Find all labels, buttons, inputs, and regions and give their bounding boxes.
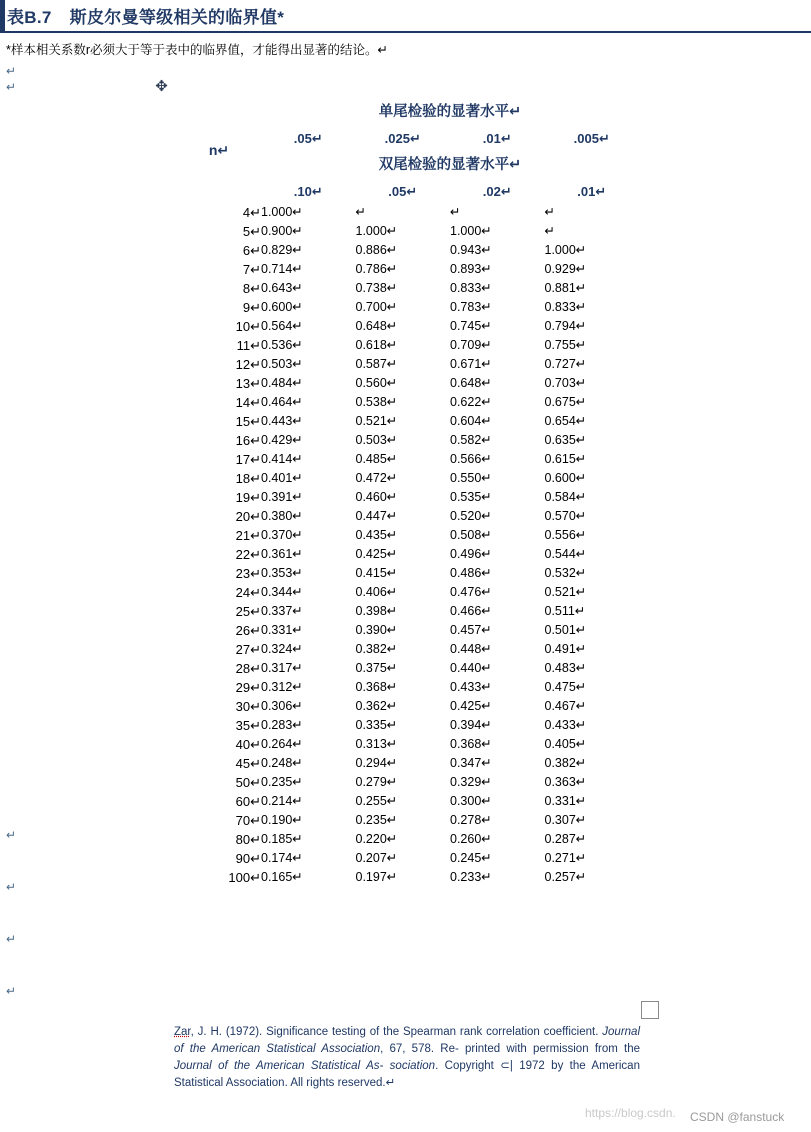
row-critical-value: 0.313↵ — [355, 737, 398, 751]
table-row — [177, 241, 639, 260]
citation-journal-1: Journal of the American Statistical Association — [174, 1026, 640, 1055]
row-critical-value: 0.165↵ — [261, 870, 303, 884]
table-row — [177, 602, 639, 621]
table-row — [177, 298, 639, 317]
table-row — [177, 792, 639, 811]
row-critical-value: ↵ — [355, 205, 366, 219]
row-critical-value: 0.671↵ — [450, 357, 492, 371]
row-critical-value: 0.235↵ — [355, 813, 398, 827]
critical-values-table — [177, 97, 639, 887]
table-row — [177, 849, 639, 868]
row-n-value: 19↵ — [235, 490, 261, 505]
row-critical-value: 0.185↵ — [261, 832, 303, 846]
row-n-value: 5↵ — [242, 224, 261, 239]
row-critical-value: 0.675↵ — [544, 395, 587, 409]
row-critical-value: 0.440↵ — [450, 661, 492, 675]
watermark-url: https://blog.csdn. — [585, 1106, 676, 1120]
row-critical-value: 0.496↵ — [450, 547, 492, 561]
citation-line4: American Statistical Association. All rights reserved.↵ — [174, 1060, 640, 1089]
row-critical-value: 0.833↵ — [450, 281, 492, 295]
row-critical-value: 0.405↵ — [544, 737, 587, 751]
row-n-value: 80↵ — [235, 832, 261, 847]
row-critical-value: 0.635↵ — [544, 433, 587, 447]
table-row — [177, 450, 639, 469]
row-critical-value: 0.337↵ — [261, 604, 303, 618]
header-one-tail-level: .005↵ — [573, 131, 610, 146]
table-row — [177, 830, 639, 849]
row-n-value: 45↵ — [235, 756, 261, 771]
row-critical-value: 0.390↵ — [355, 623, 398, 637]
header-one-tail-level: .05↵ — [293, 131, 323, 146]
row-critical-value: 0.375↵ — [355, 661, 398, 675]
row-critical-value: 0.648↵ — [450, 376, 492, 390]
header-two-tail-level: .05↵ — [388, 184, 418, 199]
row-critical-value: 0.353↵ — [261, 566, 303, 580]
paragraph-mark: ↵ — [6, 984, 17, 998]
row-critical-value: 0.279↵ — [355, 775, 398, 789]
row-n-value: 100↵ — [228, 870, 261, 885]
row-n-value: 7↵ — [242, 262, 261, 277]
page-title — [7, 3, 284, 28]
row-critical-value: 0.406↵ — [355, 585, 398, 599]
citation-line1: , J. H. (1972). Significance testing of the Spearman rank correlation coefficient. — [190, 1026, 599, 1038]
row-critical-value: 0.307↵ — [544, 813, 587, 827]
row-critical-value: 0.943↵ — [450, 243, 492, 257]
row-critical-value: 0.648↵ — [355, 319, 398, 333]
row-n-value: 25↵ — [235, 604, 261, 619]
citation-author: Zar — [174, 1026, 191, 1038]
row-critical-value: 0.587↵ — [355, 357, 398, 371]
row-critical-value: 0.257↵ — [544, 870, 587, 884]
row-n-value: 29↵ — [235, 680, 261, 695]
row-critical-value: 0.331↵ — [261, 623, 303, 637]
row-critical-value: 0.783↵ — [450, 300, 492, 314]
table-header-row — [177, 97, 639, 127]
row-critical-value: 0.643↵ — [261, 281, 303, 295]
table-move-handle-icon[interactable]: ✥ — [155, 79, 168, 95]
table-row — [177, 507, 639, 526]
row-critical-value: 0.564↵ — [261, 319, 303, 333]
row-critical-value: 0.245↵ — [450, 851, 492, 865]
row-critical-value: 0.429↵ — [261, 433, 303, 447]
row-critical-value: 0.745↵ — [450, 319, 492, 333]
row-n-value: 14↵ — [235, 395, 261, 410]
paragraph-mark: ↵ — [6, 80, 17, 94]
row-critical-value: 0.207↵ — [355, 851, 398, 865]
row-critical-value: 0.398↵ — [355, 604, 398, 618]
row-critical-value: 0.881↵ — [544, 281, 587, 295]
row-critical-value: 0.415↵ — [355, 566, 398, 580]
row-critical-value: 0.483↵ — [544, 661, 587, 675]
row-critical-value: 0.443↵ — [261, 414, 303, 428]
table-row — [177, 716, 639, 735]
row-critical-value: 0.460↵ — [355, 490, 398, 504]
row-critical-value: 0.622↵ — [450, 395, 492, 409]
row-critical-value: 0.220↵ — [355, 832, 398, 846]
row-n-value: 20↵ — [235, 509, 261, 524]
table-row — [177, 754, 639, 773]
row-critical-value: 0.886↵ — [355, 243, 398, 257]
row-critical-value: 0.464↵ — [261, 395, 303, 409]
row-n-value: 4↵ — [242, 205, 261, 220]
table-row — [177, 336, 639, 355]
row-n-value: 6↵ — [242, 243, 261, 258]
table-number: 表B.7 — [7, 8, 52, 27]
row-critical-value: 0.714↵ — [261, 262, 303, 276]
table-row — [177, 868, 639, 887]
row-critical-value: 0.425↵ — [450, 699, 492, 713]
row-critical-value: 0.197↵ — [355, 870, 398, 884]
citation-line2: , 67, 578. Re- printed with permission — [380, 1043, 589, 1055]
row-critical-value: 0.703↵ — [544, 376, 587, 390]
row-critical-value: 0.550↵ — [450, 471, 492, 485]
header-one-tail-title: 单尾检验的显著水平↵ — [378, 104, 522, 120]
citation-journal-2: Journal of the American Statistical As- sociation — [174, 1060, 436, 1072]
row-critical-value: 0.727↵ — [544, 357, 587, 371]
table-row — [177, 697, 639, 716]
row-critical-value: 0.544↵ — [544, 547, 587, 561]
row-n-value: 28↵ — [235, 661, 261, 676]
row-critical-value: 0.520↵ — [450, 509, 492, 523]
row-critical-value: 0.570↵ — [544, 509, 587, 523]
row-critical-value: 0.833↵ — [544, 300, 587, 314]
row-critical-value: 0.174↵ — [261, 851, 303, 865]
table-row — [177, 374, 639, 393]
row-critical-value: 0.600↵ — [261, 300, 303, 314]
paragraph-mark: ↵ — [6, 828, 17, 842]
row-critical-value: 0.466↵ — [450, 604, 492, 618]
row-critical-value: 0.457↵ — [450, 623, 492, 637]
row-critical-value: 0.329↵ — [450, 775, 492, 789]
header-two-tail-level: .01↵ — [577, 184, 607, 199]
row-critical-value: 0.709↵ — [450, 338, 492, 352]
row-critical-value: 0.700↵ — [355, 300, 398, 314]
row-critical-value: 1.000↵ — [450, 224, 492, 238]
row-critical-value: 0.794↵ — [544, 319, 587, 333]
row-critical-value: 0.929↵ — [544, 262, 587, 276]
row-critical-value: 0.433↵ — [544, 718, 587, 732]
row-critical-value: 0.362↵ — [355, 699, 398, 713]
row-critical-value: 0.347↵ — [450, 756, 492, 770]
row-critical-value: 0.433↵ — [450, 680, 492, 694]
table-row — [177, 469, 639, 488]
row-critical-value: 0.491↵ — [544, 642, 587, 656]
row-critical-value: 0.829↵ — [261, 243, 303, 257]
row-critical-value: 0.467↵ — [544, 699, 587, 713]
table-row — [177, 317, 639, 336]
row-critical-value: 0.582↵ — [450, 433, 492, 447]
row-n-value: 40↵ — [235, 737, 261, 752]
title-accent-bar — [0, 0, 5, 31]
table-row — [177, 203, 639, 222]
row-n-value: 23↵ — [235, 566, 261, 581]
row-critical-value: 0.485↵ — [355, 452, 398, 466]
row-n-value: 21↵ — [235, 528, 261, 543]
row-critical-value: 0.391↵ — [261, 490, 303, 504]
table-row — [177, 545, 639, 564]
row-critical-value: 0.618↵ — [355, 338, 398, 352]
row-critical-value: 0.264↵ — [261, 737, 303, 751]
row-critical-value: 0.560↵ — [355, 376, 398, 390]
row-critical-value: 0.283↵ — [261, 718, 303, 732]
table-row — [177, 564, 639, 583]
paragraph-mark: ↵ — [6, 64, 17, 78]
paragraph-mark: ↵ — [6, 880, 17, 894]
row-critical-value: 0.363↵ — [544, 775, 587, 789]
row-critical-value: 0.361↵ — [261, 547, 303, 561]
row-critical-value: 0.556↵ — [544, 528, 587, 542]
row-critical-value: 1.000↵ — [261, 205, 303, 219]
header-one-tail-level: .01↵ — [482, 131, 512, 146]
row-critical-value: 0.738↵ — [355, 281, 398, 295]
row-critical-value: 0.214↵ — [261, 794, 303, 808]
table-row — [177, 735, 639, 754]
row-critical-value: 0.538↵ — [355, 395, 398, 409]
row-critical-value: 0.503↵ — [261, 357, 303, 371]
row-critical-value: 0.566↵ — [450, 452, 492, 466]
row-critical-value: 0.786↵ — [355, 262, 398, 276]
table-title-text: 斯皮尔曼等级相关的临界值* — [69, 8, 285, 27]
table-row — [177, 640, 639, 659]
row-critical-value: 0.380↵ — [261, 509, 303, 523]
row-n-value: 27↵ — [235, 642, 261, 657]
header-n-label: n↵ — [208, 141, 230, 158]
row-critical-value: 0.486↵ — [450, 566, 492, 580]
row-critical-value: 0.484↵ — [261, 376, 303, 390]
row-critical-value: 0.260↵ — [450, 832, 492, 846]
table-note: *样本相关系数r必须大于等于表中的临界值，才能得出显著的结论。↵ — [6, 43, 389, 57]
source-citation — [174, 1024, 640, 1092]
row-critical-value: 0.521↵ — [544, 585, 587, 599]
row-critical-value: 0.508↵ — [450, 528, 492, 542]
row-critical-value: ↵ — [544, 205, 555, 219]
header-two-tail-title: 双尾检验的显著水平↵ — [378, 157, 522, 173]
citation-line3-a: from the — [594, 1043, 640, 1055]
row-critical-value: 0.324↵ — [261, 642, 303, 656]
citation-line3-c: . Copyright ⊂| 1972 by the — [435, 1060, 586, 1072]
row-critical-value: 0.300↵ — [450, 794, 492, 808]
table-row — [177, 260, 639, 279]
row-critical-value: 0.368↵ — [450, 737, 492, 751]
row-n-value: 60↵ — [235, 794, 261, 809]
row-critical-value: 0.312↵ — [261, 680, 303, 694]
header-one-tail-level: .025↵ — [384, 131, 421, 146]
row-critical-value: 0.401↵ — [261, 471, 303, 485]
row-critical-value: 0.503↵ — [355, 433, 398, 447]
row-n-value: 17↵ — [235, 452, 261, 467]
row-critical-value: 0.425↵ — [355, 547, 398, 561]
row-n-value: 10↵ — [235, 319, 261, 334]
row-n-value: 35↵ — [235, 718, 261, 733]
row-critical-value: ↵ — [450, 205, 461, 219]
row-critical-value: 1.000↵ — [355, 224, 398, 238]
table-row — [177, 526, 639, 545]
row-critical-value: 0.306↵ — [261, 699, 303, 713]
table-row — [177, 659, 639, 678]
row-critical-value: 0.584↵ — [544, 490, 587, 504]
row-n-value: 11↵ — [236, 338, 261, 353]
row-critical-value: 0.294↵ — [355, 756, 398, 770]
table-row — [177, 431, 639, 450]
row-critical-value: 0.511↵ — [544, 604, 586, 618]
row-critical-value: 0.615↵ — [544, 452, 587, 466]
row-critical-value: 0.248↵ — [261, 756, 303, 770]
table-row — [177, 583, 639, 602]
watermark-author: CSDN @fanstuck — [690, 1110, 785, 1124]
header-two-tail-level: .02↵ — [482, 184, 512, 199]
row-critical-value: 1.000↵ — [544, 243, 587, 257]
table-row — [177, 811, 639, 830]
row-critical-value: 0.271↵ — [544, 851, 587, 865]
row-critical-value: 0.382↵ — [355, 642, 398, 656]
row-critical-value: 0.331↵ — [544, 794, 587, 808]
row-critical-value: 0.536↵ — [261, 338, 303, 352]
row-critical-value: 0.475↵ — [544, 680, 587, 694]
table-row — [177, 488, 639, 507]
row-n-value: 24↵ — [235, 585, 261, 600]
row-critical-value: 0.235↵ — [261, 775, 303, 789]
row-n-value: 12↵ — [235, 357, 261, 372]
row-critical-value: 0.344↵ — [261, 585, 303, 599]
row-n-value: 16↵ — [235, 433, 261, 448]
row-critical-value: 0.382↵ — [544, 756, 587, 770]
row-critical-value: ↵ — [544, 224, 555, 238]
row-critical-value: 0.535↵ — [450, 490, 492, 504]
table-row — [177, 678, 639, 697]
row-n-value: 18↵ — [235, 471, 261, 486]
row-n-value: 30↵ — [235, 699, 261, 714]
table-row — [177, 222, 639, 241]
row-critical-value: 0.472↵ — [355, 471, 398, 485]
table-row — [177, 355, 639, 374]
row-critical-value: 0.435↵ — [355, 528, 398, 542]
row-critical-value: 0.190↵ — [261, 813, 303, 827]
row-critical-value: 0.448↵ — [450, 642, 492, 656]
row-critical-value: 0.476↵ — [450, 585, 492, 599]
row-n-value: 26↵ — [235, 623, 261, 638]
row-critical-value: 0.278↵ — [450, 813, 492, 827]
table-row — [177, 621, 639, 640]
row-n-value: 8↵ — [242, 281, 261, 296]
row-n-value: 13↵ — [235, 376, 261, 391]
row-critical-value: 0.900↵ — [261, 224, 303, 238]
row-n-value: 90↵ — [235, 851, 261, 866]
table-resize-handle[interactable] — [641, 1001, 659, 1019]
row-n-value: 9↵ — [242, 300, 261, 315]
row-critical-value: 0.893↵ — [450, 262, 492, 276]
row-critical-value: 0.233↵ — [450, 870, 492, 884]
row-critical-value: 0.287↵ — [544, 832, 587, 846]
row-critical-value: 0.532↵ — [544, 566, 587, 580]
table-row — [177, 393, 639, 412]
row-n-value: 22↵ — [235, 547, 261, 562]
row-critical-value: 0.521↵ — [355, 414, 398, 428]
header-two-tail-level: .10↵ — [293, 184, 323, 199]
row-critical-value: 0.755↵ — [544, 338, 587, 352]
row-n-value: 15↵ — [235, 414, 261, 429]
table-row — [177, 412, 639, 431]
table-title-bar — [0, 0, 811, 33]
row-critical-value: 0.604↵ — [450, 414, 492, 428]
row-critical-value: 0.501↵ — [544, 623, 587, 637]
row-critical-value: 0.368↵ — [355, 680, 398, 694]
paragraph-mark: ↵ — [6, 932, 17, 946]
row-critical-value: 0.600↵ — [544, 471, 587, 485]
row-critical-value: 0.447↵ — [355, 509, 398, 523]
row-critical-value: 0.317↵ — [261, 661, 303, 675]
row-critical-value: 0.370↵ — [261, 528, 303, 542]
row-critical-value: 0.255↵ — [355, 794, 398, 808]
row-critical-value: 0.654↵ — [544, 414, 587, 428]
row-critical-value: 0.335↵ — [355, 718, 398, 732]
row-n-value: 50↵ — [235, 775, 261, 790]
row-critical-value: 0.394↵ — [450, 718, 492, 732]
table-row — [177, 773, 639, 792]
row-n-value: 70↵ — [235, 813, 261, 828]
table-row — [177, 279, 639, 298]
row-critical-value: 0.414↵ — [261, 452, 303, 466]
